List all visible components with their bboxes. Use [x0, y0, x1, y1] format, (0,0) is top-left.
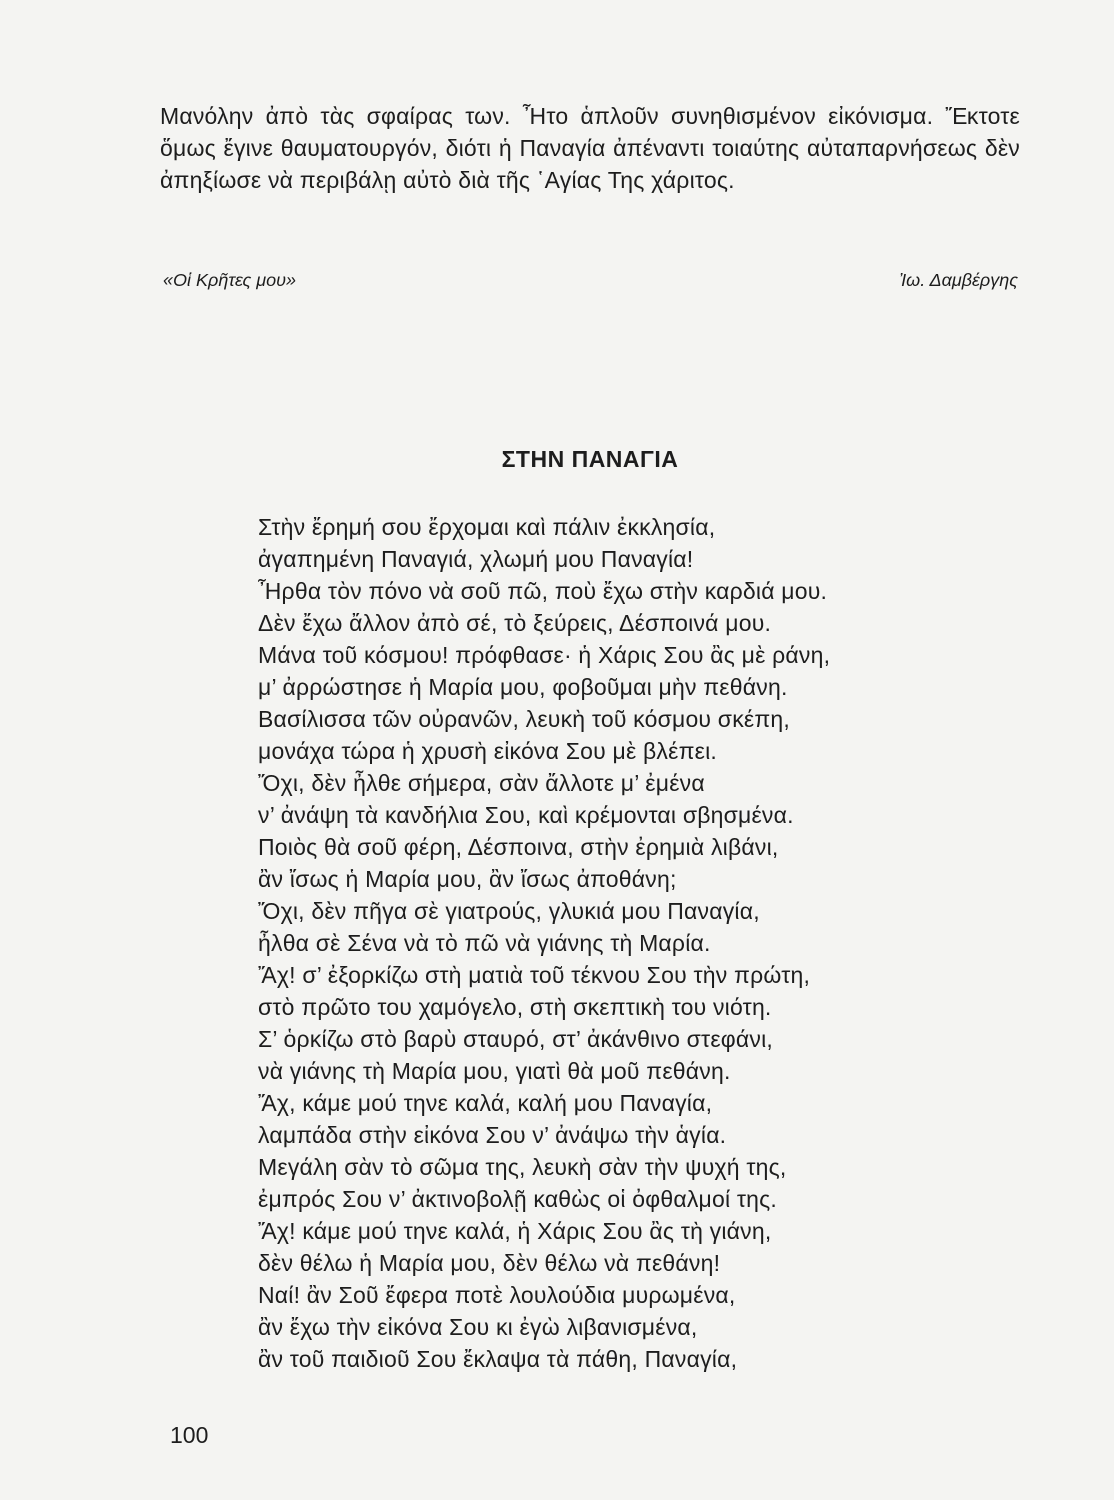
poem-line: Ὄχι, δὲν ἦλθε σήμερα, σὰν ἄλλοτε μ’ ἐμένα	[258, 770, 705, 796]
poem-line: μ’ ἀρρώστησε ἡ Μαρία μου, φοβοῦμαι μὴν πεθάνη.	[258, 674, 788, 700]
poem-line: Ἄχ, κάμε μού τηνε καλά, καλή μου Παναγία,	[258, 1090, 713, 1116]
poem-line: Ὄχι, δὲν πῆγα σὲ γιατρούς, γλυκιά μου Παναγία,	[258, 898, 760, 924]
poem-line: Ἦρθα τὸν πόνο νὰ σοῦ πῶ, ποὺ ἔχω στὴν καρδιά μου.	[258, 578, 828, 604]
poem-line: Σ’ ὁρκίζω στὸ βαρὺ σταυρό, στ’ ἀκάνθινο στεφάνι,	[258, 1026, 773, 1052]
poem-line: ἂν τοῦ παιδιοῦ Σου ἔκλαψα τὰ πάθη, Παναγία,	[258, 1346, 738, 1372]
poem-line: Μάνα τοῦ κόσμου! πρόφθασε· ἡ Χάρις Σου ἂς μὲ ράνη,	[258, 642, 831, 668]
source-book-title: «Οἱ Κρῆτες μου»	[163, 270, 297, 290]
poem-line: Ποιὸς θὰ σοῦ φέρη, Δέσποινα, στὴν ἐρημιὰ λιβάνι,	[258, 834, 779, 860]
poem-line: Μεγάλη σὰν τὸ σῶμα της, λευκὴ σὰν τὴν ψυχή της,	[258, 1154, 787, 1180]
poem-line: ἐμπρός Σου ν’ ἀκτινοβολῇ καθὼς οἱ ὀφθαλμοί της.	[258, 1186, 778, 1212]
poem-line: ἂν ἔχω τὴν εἰκόνα Σου κι ἐγὼ λιβανισμένα,	[258, 1314, 698, 1340]
poem-line: Στὴν ἔρημή σου ἔρχομαι καὶ πάλιν ἐκκλησία,	[258, 514, 716, 540]
poem-line: δὲν θέλω ἡ Μαρία μου, δὲν θέλω νὰ πεθάνη!	[258, 1250, 721, 1276]
page-number: 100	[170, 1422, 209, 1448]
poem-line: Ἄχ! σ’ ἐξορκίζω στὴ ματιὰ τοῦ τέκνου Σου τὴν πρώτη,	[258, 962, 811, 988]
prose-text: Μανόλην ἀπὸ τὰς σφαίρας των. Ἦτο ἁπλοῦν συνηθισμένον εἰκόνισμα. Ἔκτοτε ὅμως ἔγινε θαυματουργόν, διότι ἡ Παναγία ἀπέναντι τοιαύτης αὐταπαρνήσεως δὲν ἀπηξίωσε νὰ περιβάλῃ αὐτὸ διὰ τῆς ῾Αγίας Της χάριτος.	[160, 103, 1020, 193]
poem-line: Βασίλισσα τῶν οὐρανῶν, λευκὴ τοῦ κόσμου σκέπη,	[258, 706, 791, 732]
poem-line: μονάχα τώρα ἡ χρυσὴ εἰκόνα Σου μὲ βλέπει.	[258, 738, 718, 764]
poem-line: Ἄχ! κάμε μού τηνε καλά, ἡ Χάρις Σου ἂς τὴ γιάνη,	[258, 1218, 772, 1244]
poem-title: ΣΤΗΝ ΠΑΝΑΓΙΑ	[501, 446, 679, 472]
poem-line: Δὲν ἔχω ἄλλον ἀπὸ σέ, τὸ ξεύρεις, Δέσποινά μου.	[258, 610, 772, 636]
poem-line: ἀγαπημένη Παναγιά, χλωμή μου Παναγία!	[258, 546, 694, 572]
poem-line: λαμπάδα στὴν εἰκόνα Σου ν’ ἀνάψω τὴν ἁγία.	[258, 1122, 727, 1148]
poem-line: στὸ πρῶτο του χαμόγελο, στὴ σκεπτικὴ του νιότη.	[258, 994, 772, 1020]
poem-line: νὰ γιάνης τὴ Μαρία μου, γιατὶ θὰ μοῦ πεθάνη.	[258, 1058, 731, 1084]
poem-line: ἦλθα σὲ Σένα νὰ τὸ πῶ νὰ γιάνης τὴ Μαρία.	[258, 930, 711, 956]
source-author: Ἰω. Δαμβέργης	[899, 270, 1018, 290]
poem-line: ἂν ἴσως ἡ Μαρία μου, ἂν ἴσως ἀποθάνη;	[258, 866, 677, 892]
poem-line: ν’ ἀνάψη τὰ κανδήλια Σου, καὶ κρέμονται σβησμένα.	[258, 802, 794, 828]
poem-line: Ναί! ἂν Σοῦ ἔφερα ποτὲ λουλούδια μυρωμένα,	[258, 1282, 736, 1308]
